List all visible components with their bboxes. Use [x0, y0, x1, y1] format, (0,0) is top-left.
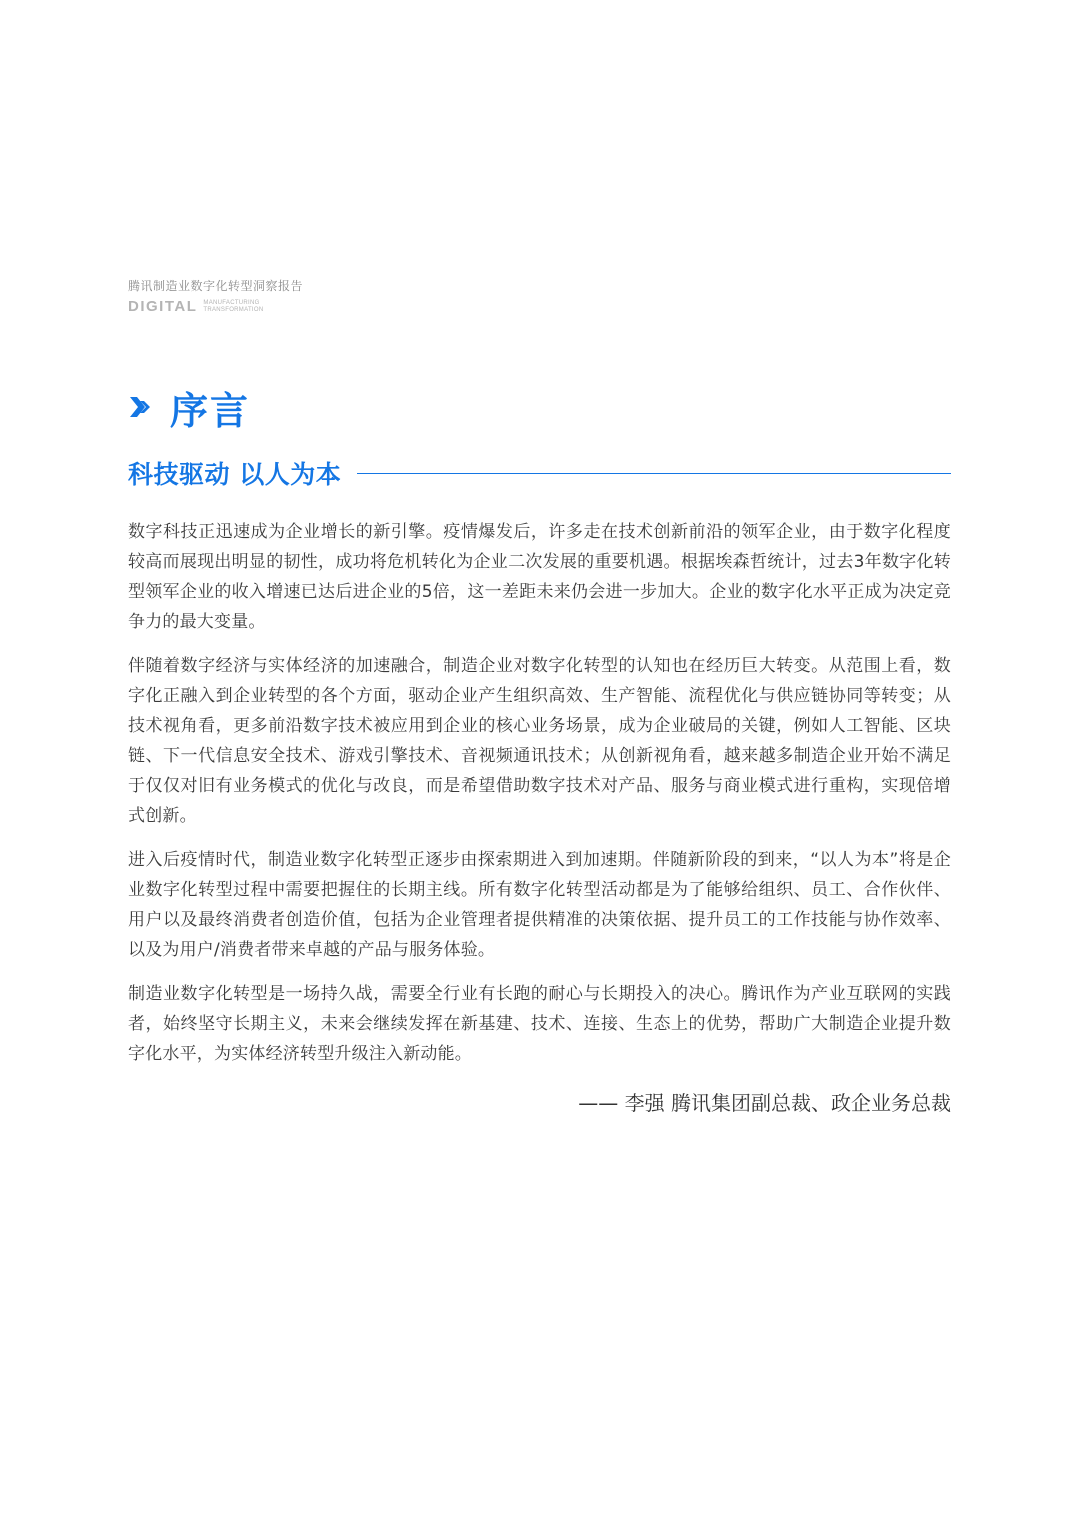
logo-sub-line2: TRANSFORMATION — [203, 307, 264, 313]
author-signature: —— 李强 腾讯集团副总裁、政企业务总裁 — [578, 1091, 951, 1115]
section-heading — [128, 382, 250, 432]
report-title: 腾讯制造业数字化转型洞察报告 — [128, 279, 304, 293]
double-chevron-right-icon — [128, 394, 154, 420]
digital-logo — [128, 299, 303, 315]
section-title: 序言 — [170, 388, 251, 433]
body-text — [128, 517, 951, 1083]
paragraph-2: 伴随着数字经济与实体经济的加速融合，制造企业对数字化转型的认知也在经历巨大转变。从范围上看，数字化正融入到企业转型的各个方面，驱动企业产生组织高效、生产智能、流程优化与供应链协同等转变；从技术视角看，更多前沿数字技术被应用到企业的核心业务场景，成为企业破局的关键，例如人工智能、区块链、下一代信息安全技术、游戏引擎技术、音视频通讯技术；从创新视角看，越来越多制造企业开始不满足于仅仅对旧有业务模式的优化与改良，而是希望借助数字技术对产品、服务与商业模式进行重构，实现倍增式创新。 — [128, 656, 951, 826]
subtitle-row — [128, 455, 951, 491]
logo-sub-text — [203, 300, 263, 314]
paragraph-4: 制造业数字化转型是一场持久战，需要全行业有长跑的耐心与长期投入的决心。腾讯作为产业互联网的实践者，始终坚守长期主义，未来会继续发挥在新基建、技术、连接、生态上的优势，帮助广大制造企业提升数字化水平，为实体经济转型升级注入新动能。 — [128, 984, 951, 1064]
logo-sub-line1: MANUFACTURING — [203, 300, 260, 306]
paragraph-3: 进入后疫情时代，制造业数字化转型正逐步由探索期进入到加速期。伴随新阶段的到来，“以人为本”将是企业数字化转型过程中需要把握住的长期主线。所有数字化转型活动都是为了能够给组织、员工、合作伙伴、用户以及最终消费者创造价值，包括为企业管理者提供精准的决策依据、提升员工的工作技能与协作效率、以及为用户/消费者带来卓越的产品与服务体验。 — [128, 850, 951, 960]
section-subtitle: 科技驱动 以人为本 — [128, 460, 342, 489]
paragraph-1: 数字科技正迅速成为企业增长的新引擎。疫情爆发后，许多走在技术创新前沿的领军企业，由于数字化程度较高而展现出明显的韧性，成功将危机转化为企业二次发展的重要机遇。根据埃森哲统计，过去3年数字化转型领军企业的收入增速已达后进企业的5倍，这一差距未来仍会进一步加大。企业的数字化水平正成为决定竞争力的最大变量。 — [128, 522, 951, 632]
report-header — [128, 278, 303, 315]
subtitle-divider — [357, 473, 951, 474]
logo-main-text: DIGITAL — [128, 298, 198, 315]
